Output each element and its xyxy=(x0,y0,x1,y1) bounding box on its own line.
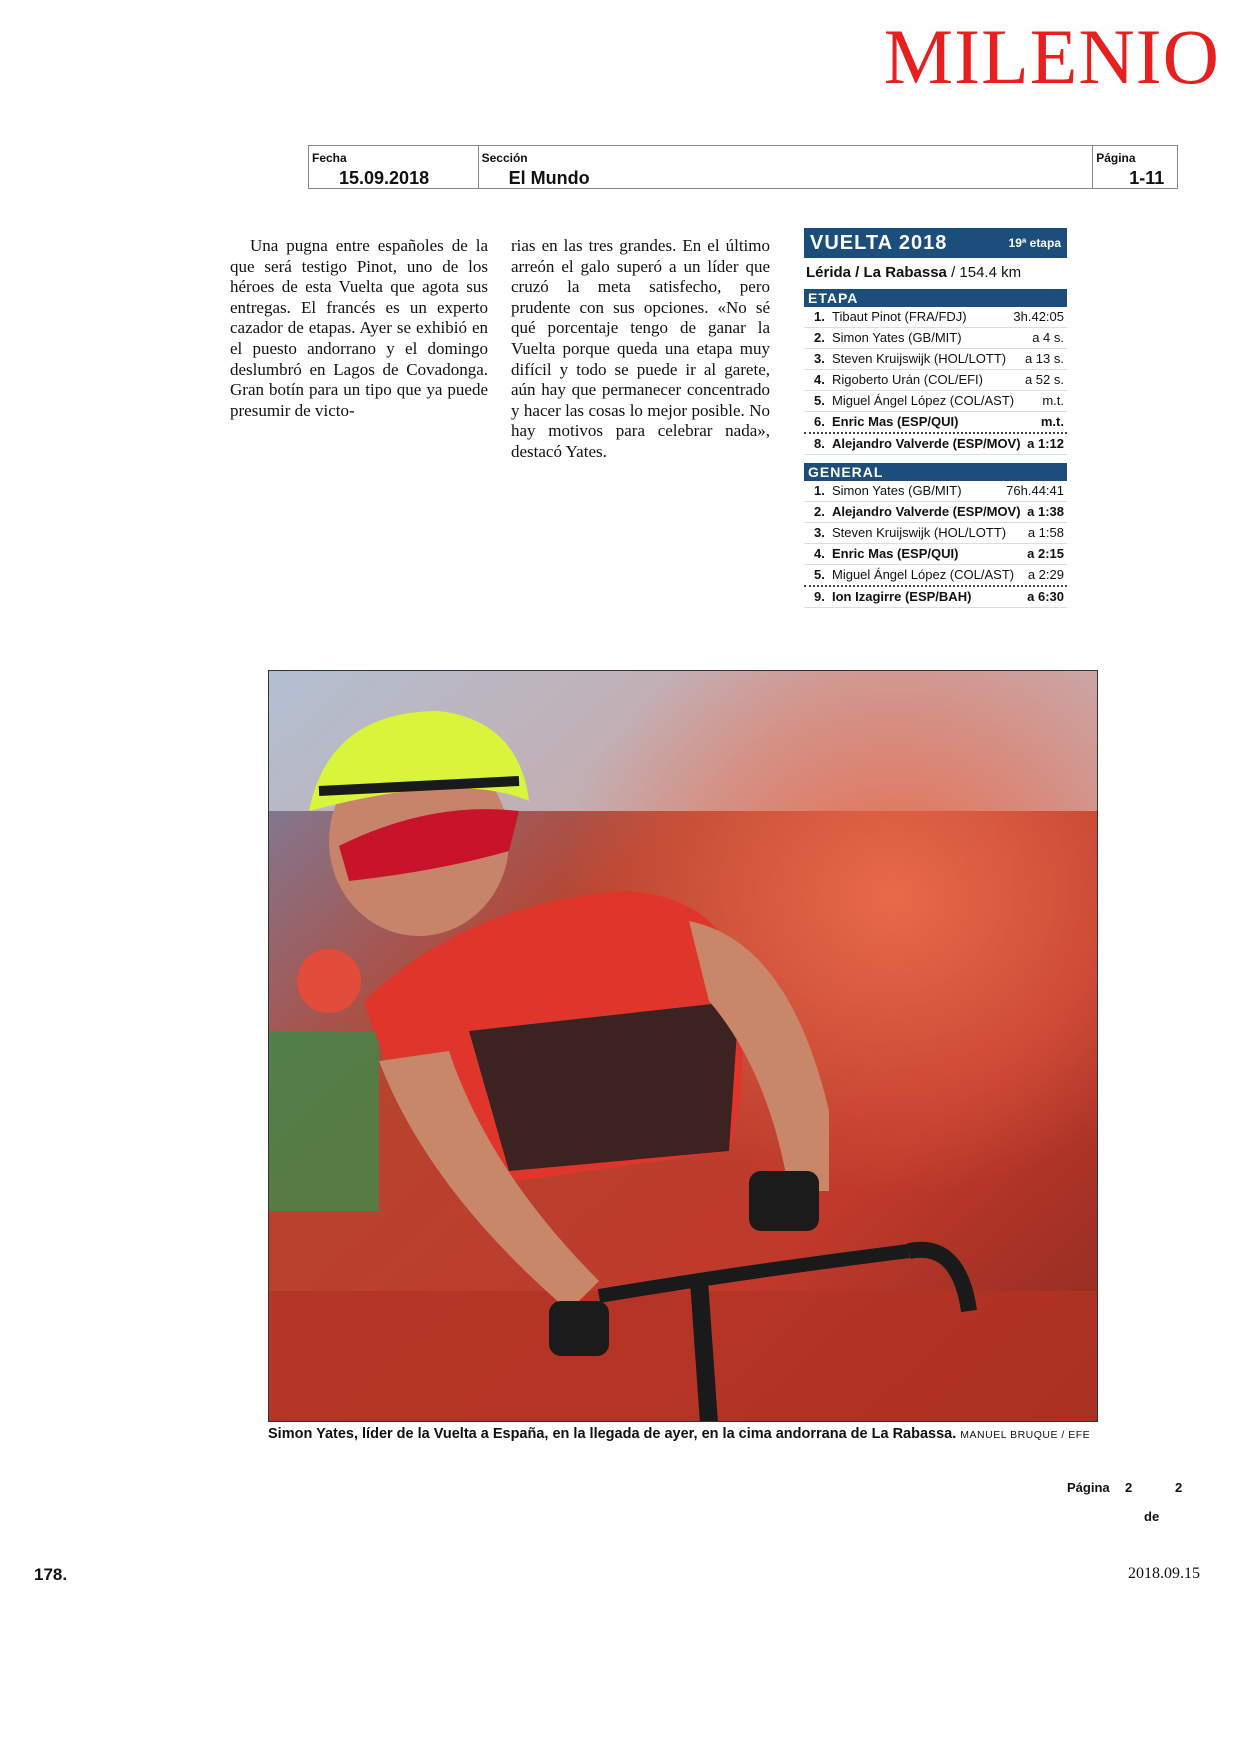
result-name: Simon Yates (GB/MIT) xyxy=(832,483,962,498)
result-rider xyxy=(814,349,1006,369)
result-row xyxy=(804,370,1067,391)
result-name: Steven Kruijswijk (HOL/LOTT) xyxy=(832,525,1007,540)
result-time: 3h.42:05 xyxy=(1013,309,1064,324)
result-name: Tibaut Pinot (FRA/FDJ) xyxy=(832,309,967,324)
photo-caption xyxy=(268,1426,1098,1442)
etapa-results xyxy=(804,307,1067,455)
result-rank: 2. xyxy=(814,504,825,519)
result-rank: 3. xyxy=(814,525,825,540)
result-rider xyxy=(814,307,967,327)
result-rider xyxy=(814,391,1014,411)
result-name: Miguel Ángel López (COL/AST) xyxy=(832,393,1015,408)
result-rider xyxy=(814,523,1006,543)
result-rider xyxy=(814,434,1021,454)
result-rank: 8. xyxy=(814,436,825,451)
result-row xyxy=(804,434,1067,455)
result-time: m.t. xyxy=(1042,393,1064,408)
cyclist-illustration xyxy=(269,671,1098,1422)
cyclist-photo xyxy=(268,670,1098,1422)
result-rider xyxy=(814,502,1021,522)
seccion-label: Sección xyxy=(481,151,528,165)
vuelta-results-box xyxy=(804,228,1067,608)
result-time: a 6:30 xyxy=(1027,589,1064,604)
result-name: Enric Mas (ESP/QUI) xyxy=(832,546,959,561)
result-rank: 2. xyxy=(814,330,825,345)
result-rider xyxy=(814,412,958,432)
result-row xyxy=(804,523,1067,544)
seccion-cell xyxy=(479,146,1094,188)
result-rank: 3. xyxy=(814,351,825,366)
result-name: Alejandro Valverde (ESP/MOV) xyxy=(832,504,1021,519)
result-row xyxy=(804,307,1067,328)
result-row xyxy=(804,349,1067,370)
result-row xyxy=(804,587,1067,608)
result-time: a 2:15 xyxy=(1027,546,1064,561)
result-time: m.t. xyxy=(1040,414,1064,429)
result-time: a 1:58 xyxy=(1027,525,1064,540)
result-rider xyxy=(814,544,958,564)
infobox-title-bar xyxy=(804,228,1067,258)
result-name: Alejandro Valverde (ESP/MOV) xyxy=(832,436,1021,451)
metadata-box xyxy=(308,145,1178,189)
result-time: 76h.44:41 xyxy=(1006,483,1064,498)
fecha-label: Fecha xyxy=(312,151,347,165)
result-row xyxy=(804,565,1067,587)
result-rank: 1. xyxy=(814,483,825,498)
pager-total: 2 xyxy=(1175,1480,1183,1495)
caption-text: Simon Yates, líder de la Vuelta a España, en la llegada de ayer, en la cima andorrana de La Rabassa. xyxy=(268,1426,957,1442)
article-column-2: rias en las tres grandes. En el último arreón el galo superó a un líder que cruzó la meta satisfecho, pero prudente con sus opciones. «No sé qué porcentaje tengo de ganar la Vuelta porque queda una etapa muy difícil y todo se puede ir al garete, aún hay que permanecer concentrado y hacer las cosas lo mejor posible. No hay motivos para celebrar nada», destacó Yates. xyxy=(511,236,770,461)
result-rider xyxy=(814,481,962,501)
pagina-value: 1-11 xyxy=(1129,168,1165,188)
result-name: Rigoberto Urán (COL/EFI) xyxy=(832,372,983,387)
pager-current: 2 xyxy=(1125,1480,1133,1495)
footer-date: 2018.09.15 xyxy=(1128,1565,1200,1582)
result-name: Steven Kruijswijk (HOL/LOTT) xyxy=(832,351,1007,366)
result-row xyxy=(804,544,1067,565)
result-name: Simon Yates (GB/MIT) xyxy=(832,330,962,345)
result-rank: 5. xyxy=(814,393,825,408)
result-row xyxy=(804,481,1067,502)
result-rank: 6. xyxy=(814,414,825,429)
pager-label: Página xyxy=(1067,1480,1110,1495)
photo-credit: MANUEL BRUQUE / EFE xyxy=(960,1429,1091,1441)
pager-de: de xyxy=(1144,1509,1160,1524)
route-distance: / 154.4 km xyxy=(946,264,1022,281)
result-time: a 52 s. xyxy=(1024,372,1064,387)
clip-number: 178. xyxy=(34,1565,68,1584)
result-time: a 4 s. xyxy=(1032,330,1064,345)
pagina-cell xyxy=(1093,146,1177,188)
result-time: a 2:29 xyxy=(1027,567,1064,582)
route-cities: Lérida / La Rabassa xyxy=(806,264,947,281)
infobox-stage: 19ª etapa xyxy=(1008,236,1061,250)
result-rider xyxy=(814,587,971,607)
fecha-value: 15.09.2018 xyxy=(339,168,430,188)
fecha-cell xyxy=(309,146,479,188)
result-rider xyxy=(814,370,983,390)
infobox-route xyxy=(804,258,1067,287)
result-time: a 1:12 xyxy=(1027,436,1064,451)
general-results xyxy=(804,481,1067,608)
result-row xyxy=(804,391,1067,412)
result-row xyxy=(804,412,1067,434)
result-time: a 13 s. xyxy=(1024,351,1064,366)
result-rank: 9. xyxy=(814,589,825,604)
infobox-title: VUELTA 2018 xyxy=(810,231,948,254)
result-name: Miguel Ángel López (COL/AST) xyxy=(832,567,1015,582)
result-time: a 1:38 xyxy=(1027,504,1064,519)
result-name: Ion Izagirre (ESP/BAH) xyxy=(832,589,972,604)
result-name: Enric Mas (ESP/QUI) xyxy=(832,414,959,429)
general-section-label: GENERAL xyxy=(804,463,1067,481)
article-column-1: Una pugna entre españoles de la que será testigo Pinot, uno de los héroes de esta Vuelta que agota sus entregas. El francés es un experto cazador de etapas. Ayer se exhibió en el puesto andorrano y el domingo deslumbró en Lagos de Covadonga. Gran botín para un tipo que ya puede presumir de victo- xyxy=(230,236,488,420)
seccion-value: El Mundo xyxy=(508,168,590,188)
result-rider xyxy=(814,328,962,348)
result-rank: 4. xyxy=(814,546,825,561)
result-rider xyxy=(814,565,1014,585)
result-rank: 4. xyxy=(814,372,825,387)
etapa-section-label: ETAPA xyxy=(804,289,1067,307)
result-rank: 5. xyxy=(814,567,825,582)
result-rank: 1. xyxy=(814,309,825,324)
result-row xyxy=(804,328,1067,349)
result-row xyxy=(804,502,1067,523)
pagina-label: Página xyxy=(1096,151,1136,165)
milenio-logo: MILENIO xyxy=(883,13,1220,100)
